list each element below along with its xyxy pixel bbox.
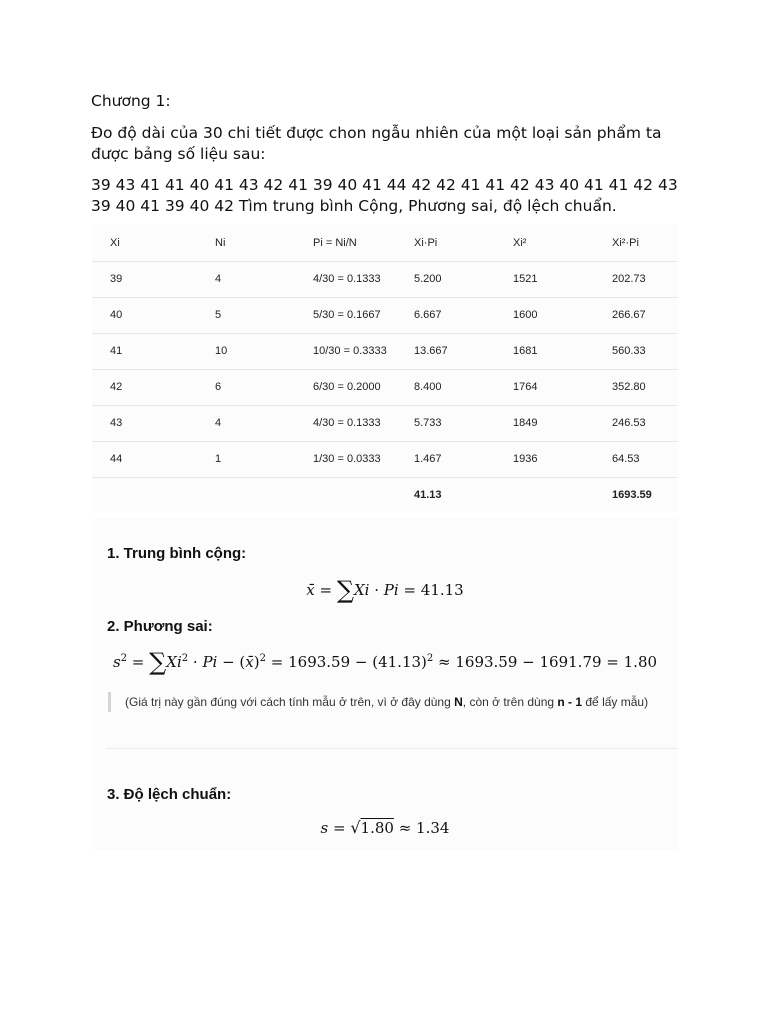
- table-cell: 13.667: [414, 345, 448, 357]
- header-xipi: Xi·Pi: [414, 237, 438, 249]
- table-cell: 10: [215, 345, 228, 357]
- table-cell: 1764: [513, 381, 538, 393]
- table-cell: 1600: [513, 309, 538, 321]
- variance-note: [108, 692, 648, 712]
- table-cell: 5: [215, 309, 222, 321]
- table-row: [92, 405, 678, 442]
- table-cell: 4: [215, 417, 222, 429]
- variance-heading: 2. Phương sai:: [107, 618, 213, 635]
- table-cell: 40: [110, 309, 123, 321]
- dot-op: ·: [369, 581, 384, 599]
- header-ni: Ni: [215, 237, 226, 249]
- table-cell: 352.80: [612, 381, 646, 393]
- header-xi2: Xi²: [513, 237, 527, 249]
- mean-symbol: x̄: [306, 581, 315, 599]
- header-pi: Pi = Ni/N: [313, 237, 357, 249]
- minus-op: − (: [217, 653, 246, 671]
- table-cell: 43: [110, 417, 123, 429]
- table-cell: 44: [110, 453, 123, 465]
- mean-result: = 41.13: [398, 581, 464, 599]
- sqrt-icon: √: [350, 818, 361, 837]
- table-cell: 6: [215, 381, 222, 393]
- note-bold-n: N: [454, 695, 463, 709]
- table-cell: 266.67: [612, 309, 646, 321]
- radicand: 1.80: [360, 819, 394, 837]
- table-cell: 246.53: [612, 417, 646, 429]
- sum-icon: ∑: [149, 648, 167, 676]
- chapter-title: Chương 1:: [91, 92, 171, 110]
- data-values: 39 43 41 41 40 41 43 42 41 39 40 41 44 42 42 41 41 42 43 40 41 41 42 43 39 40 41 39 40 42 Tìm trung bình Cộng, Phương sai, độ lệch chuẩn.: [91, 176, 678, 215]
- var-s: s: [112, 653, 121, 671]
- table-row: [92, 369, 678, 406]
- exp-2: 2: [259, 653, 266, 664]
- exp-2: 2: [120, 653, 128, 664]
- table-cell: 42: [110, 381, 123, 393]
- table-cell: 41: [110, 345, 123, 357]
- total-xi2pi: 1693.59: [612, 489, 652, 501]
- exp-2: 2: [181, 653, 189, 664]
- variance-result: ≈ 1693.59 − 1691.79 = 1.80: [433, 653, 658, 671]
- variance-formula: [92, 648, 678, 676]
- problem-statement: Đo độ dài của 30 chi tiết được chon ngẫu nhiên của một loại sản phẩm ta được bảng số liệu sau:: [91, 124, 662, 163]
- eq-sign: =: [314, 581, 337, 599]
- table-header-row: [92, 225, 678, 262]
- note-text-1: (Giá trị này gần đúng với cách tính mẫu ở trên, vì ở đây dùng: [125, 695, 455, 709]
- table-cell: 64.53: [612, 453, 640, 465]
- var-xi: Xi: [166, 653, 182, 671]
- var-xi: Xi: [353, 581, 370, 599]
- header-xi2pi: Xi²·Pi: [612, 237, 639, 249]
- table-cell: 10/30 = 0.3333: [313, 345, 387, 357]
- table-cell: 5.200: [414, 273, 442, 285]
- stddev-result: ≈ 1.34: [393, 819, 450, 837]
- table-cell: 1849: [513, 417, 538, 429]
- mean-symbol: x̄: [245, 653, 254, 671]
- table-cell: 39: [110, 273, 123, 285]
- note-text-3: để lấy mẫu): [582, 695, 649, 709]
- table-cell: 6.667: [414, 309, 442, 321]
- table-cell: 5/30 = 0.1667: [313, 309, 381, 321]
- dot-op: ·: [188, 653, 203, 671]
- exp-2: 2: [426, 653, 434, 664]
- table-total-row: [92, 477, 678, 513]
- table-cell: 6/30 = 0.2000: [313, 381, 381, 393]
- table-cell: 8.400: [414, 381, 442, 393]
- stddev-heading: 3. Độ lệch chuẩn:: [107, 786, 232, 803]
- var-pi: Pi: [383, 581, 399, 599]
- table-cell: 1: [215, 453, 222, 465]
- table-row: [92, 441, 678, 478]
- variance-calc: = 1693.59 − (41.13): [266, 653, 427, 671]
- var-pi: Pi: [202, 653, 218, 671]
- sum-icon: ∑: [336, 576, 354, 604]
- solution-section: [92, 518, 678, 850]
- note-bold-n-minus-1: n - 1: [557, 695, 583, 709]
- table-cell: 1.467: [414, 453, 442, 465]
- table-cell: 560.33: [612, 345, 646, 357]
- frequency-table: [92, 225, 678, 512]
- mean-formula: [92, 576, 678, 604]
- table-cell: 4/30 = 0.1333: [313, 273, 381, 285]
- table-row: [92, 261, 678, 298]
- table-row: [92, 297, 678, 334]
- total-xipi: 41.13: [414, 489, 442, 501]
- table-cell: 1936: [513, 453, 538, 465]
- table-cell: 5.733: [414, 417, 442, 429]
- eq-sign: =: [328, 819, 351, 837]
- close-paren: ): [253, 653, 260, 671]
- table-cell: 4: [215, 273, 222, 285]
- table-cell: 1521: [513, 273, 538, 285]
- table-cell: 1/30 = 0.0333: [313, 453, 381, 465]
- mean-heading: 1. Trung bình cộng:: [107, 545, 247, 562]
- section-divider: [106, 748, 678, 749]
- var-s: s: [320, 819, 329, 837]
- eq-sign: =: [127, 653, 150, 671]
- table-cell: 202.73: [612, 273, 646, 285]
- header-xi: Xi: [110, 237, 120, 249]
- table-cell: 1681: [513, 345, 538, 357]
- table-row: [92, 333, 678, 370]
- table-cell: 4/30 = 0.1333: [313, 417, 381, 429]
- note-text-2: , còn ở trên dùng: [462, 695, 558, 709]
- stddev-formula: [92, 818, 678, 837]
